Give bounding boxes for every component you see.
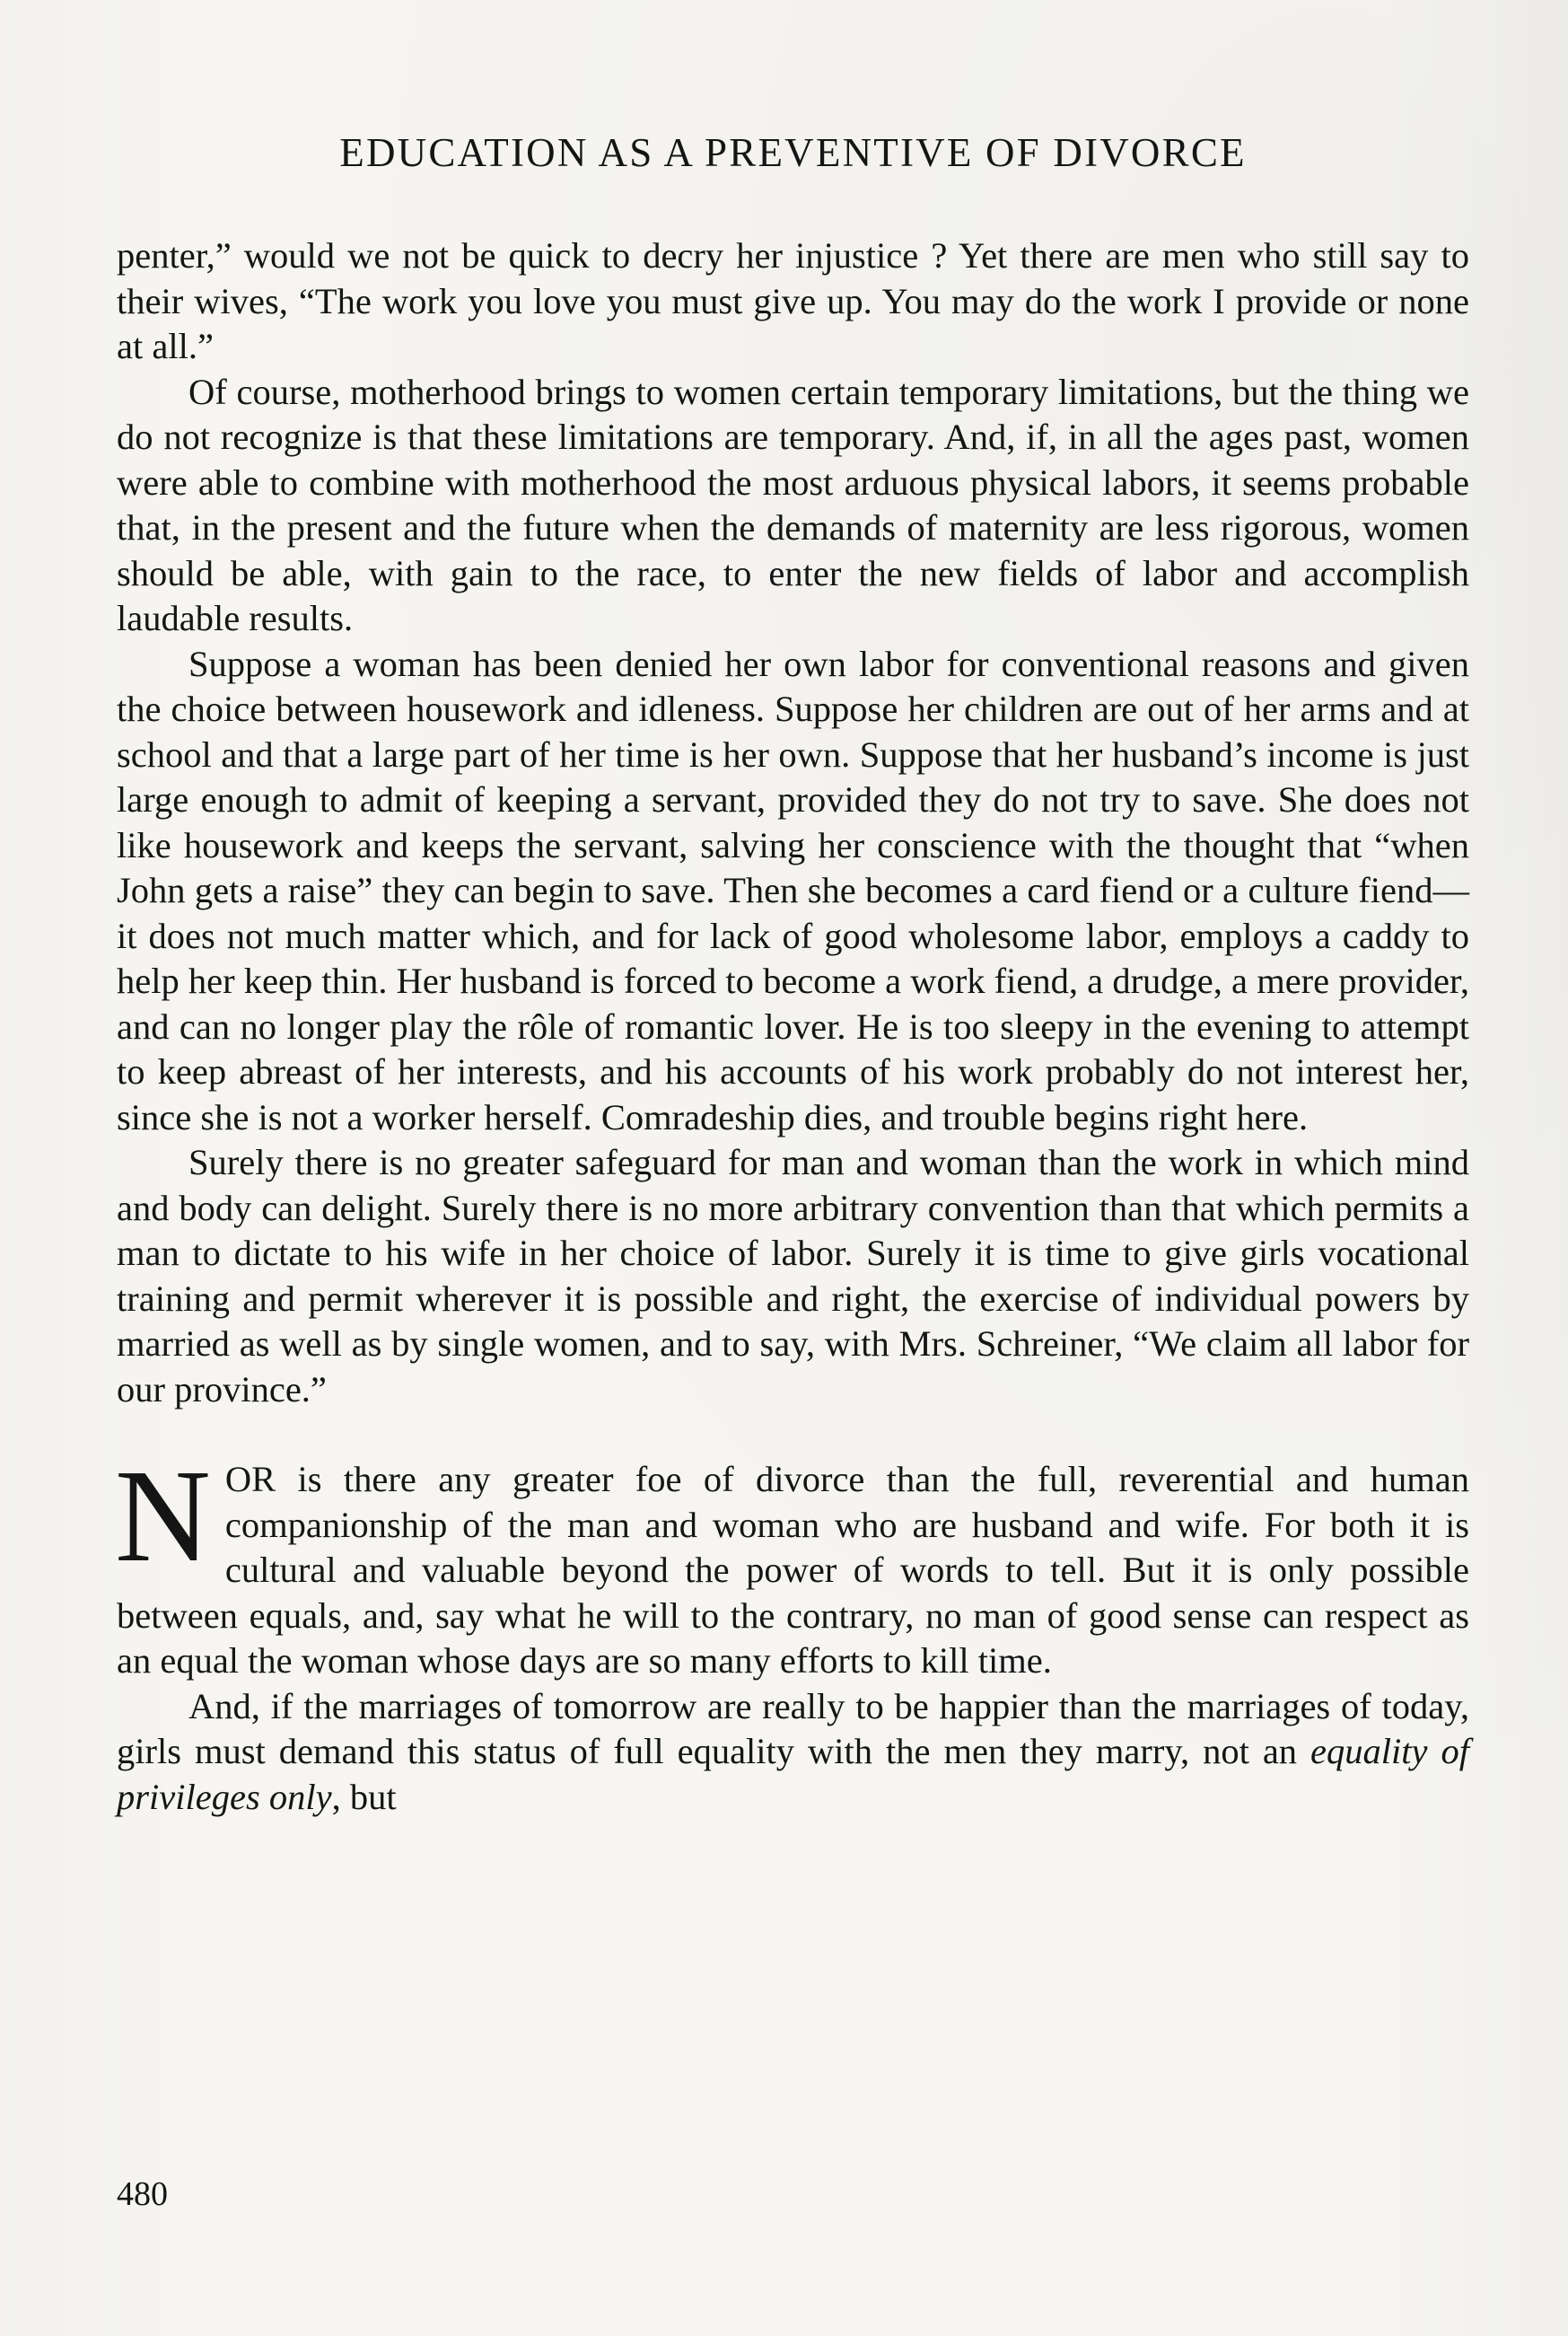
paragraph-6	[117, 1684, 1469, 1821]
drop-cap-lead: OR	[224, 1459, 276, 1499]
paragraph-5	[115, 1443, 1469, 1684]
paragraph-1: penter,” would we not be quick to decry her injustice ? Yet there are men who still say to their wives, “The work you love you must give up. You may do the work I provide or none at all.”	[117, 235, 1469, 366]
paragraph-4: Surely there is no greater safeguard for man and woman than the work in which mind and body can delight. Surely there is no more arbitrary convention than that which permits a man to dictate to his wife in her choice of labor. Surely it is time to give girls vocational training and permit wherever it is possible and right, the exercise of individual powers by married as well as by single women, and to say, with Mrs. Schreiner, “We claim all labor for our province.”	[117, 1142, 1469, 1410]
running-title: EDUCATION AS A PREVENTIVE OF DIVORCE	[339, 130, 1247, 175]
paragraph-2: Of course, motherhood brings to women certain temporary limitations, but the thing we do not recognize is that these limitations are temporary. And, if, in all the ages past, women were able to combine with motherhood the most arduous physical labors, it seems probable that, in the present and the future when the demands of maternity are less rigorous, women should be able, with gain to the race, to enter the new fields of labor and accomplish laudable results.	[117, 371, 1469, 638]
paragraph-6-start: And, if the marriages of tomorrow are really to be happier than the marriages of today, girls must demand this status of full equality with the men they marry, not an	[117, 1685, 1469, 1771]
body-text	[117, 233, 1469, 1820]
paragraph-6-italic: equality of privileges only	[117, 1731, 1469, 1817]
paragraph-5-text: is there any greater foe of divorce than the full, reverential and human companionship of the man and woman who are husband and wife. For both it is cultural and valuable beyond the power of words to tell. But it is only possible between equals, and, say what he will to the contrary, no man of good sense can respect as an equal the woman whose days are so many efforts to kill time.	[117, 1459, 1469, 1681]
drop-cap-letter: N	[115, 1443, 211, 1590]
page-number: 480	[117, 2175, 168, 2213]
paragraph-6-end: , but	[331, 1776, 397, 1817]
paragraph-3: Suppose a woman has been denied her own labor for conventional reasons and given the choice between housework and idleness. Suppose her children are out of her arms and at school and that a large part of her time is her own. Suppose that her husband’s income is just large enough to admit of keeping a servant, provided they do not try to save. She does not like housework and keeps the servant, salving her conscience with the thought that “when John gets a raise” they can begin to save. Then she becomes a card fiend or a culture fiend—it does not much matter which, and for lack of good wholesome labor, employs a caddy to help her keep thin. Her husband is forced to become a work fiend, a drudge, a mere provider, and can no longer play the rôle of romantic lover. He is too sleepy in the evening to attempt to keep abreast of her interests, and his accounts of his work probably do not interest her, since she is not a worker herself. Comradeship dies, and trouble begins right here.	[117, 643, 1469, 1137]
